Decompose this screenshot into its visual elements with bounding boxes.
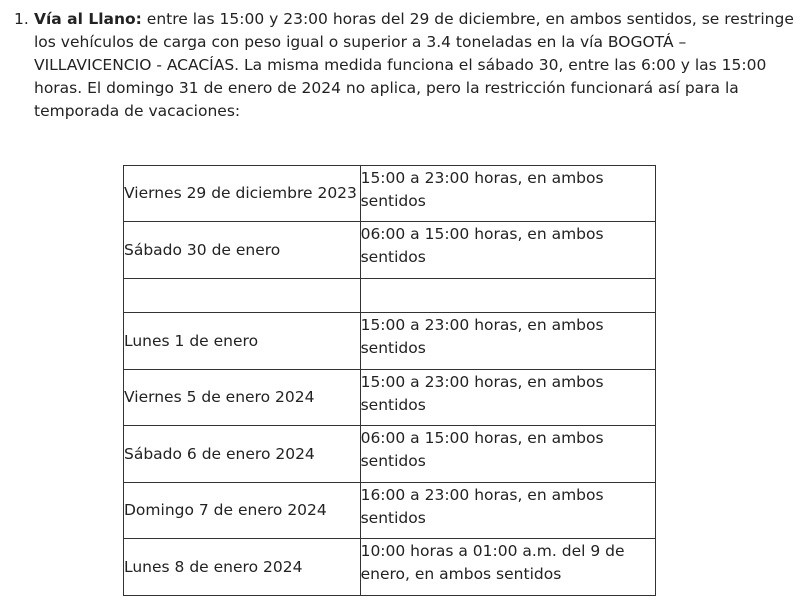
hours-cell (360, 370, 655, 426)
table-row (124, 539, 656, 596)
table-row (124, 426, 656, 483)
item-paragraph (34, 8, 794, 123)
hours-line-2: sentidos (360, 509, 426, 527)
hours-line-2: sentidos (360, 339, 426, 357)
table-row-empty (124, 279, 656, 313)
table-row (124, 313, 656, 370)
hours-cell (360, 426, 655, 483)
paragraph-line-2: los vehículos de carga con peso igual o superior a 3.4 toneladas en la vía BOGOTÁ – (34, 33, 687, 51)
paragraph-line-5: temporada de vacaciones: (34, 102, 241, 120)
day-cell: Domingo 7 de enero 2024 (124, 483, 361, 539)
day-cell: Sábado 6 de enero 2024 (124, 426, 361, 483)
hours-line-1: 06:00 a 15:00 horas, en ambos (360, 429, 604, 447)
hours-line-2: sentidos (360, 192, 426, 210)
day-cell (124, 279, 361, 313)
day-cell: Viernes 5 de enero 2024 (124, 370, 361, 426)
table-row (124, 222, 656, 279)
hours-cell (360, 279, 655, 313)
paragraph-line-1 (34, 8, 794, 31)
list-item-via-al-llano (14, 8, 794, 123)
hours-line-1: 15:00 a 23:00 horas, en ambos (360, 169, 604, 187)
day-cell: Sábado 30 de enero (124, 222, 361, 279)
hours-line-2: enero, en ambos sentidos (360, 565, 562, 583)
hours-line-1: 06:00 a 15:00 horas, en ambos (360, 225, 604, 243)
paragraph-line-4: horas. El domingo 31 de enero de 2024 no aplica, pero la restricción funcionará así para la (34, 79, 739, 97)
day-cell: Lunes 1 de enero (124, 313, 361, 370)
hours-cell (360, 222, 655, 279)
table-row (124, 370, 656, 426)
day-cell: Lunes 8 de enero 2024 (124, 539, 361, 596)
hours-cell (360, 166, 655, 222)
hours-line-1: 10:00 horas a 01:00 a.m. del 9 de (360, 542, 625, 560)
schedule-table (123, 165, 656, 596)
list-item-number: 1. (14, 10, 29, 28)
paragraph-line-1-text: entre las 15:00 y 23:00 horas del 29 de diciembre, en ambos sentidos, se restringe (141, 10, 794, 28)
table-row (124, 166, 656, 222)
hours-line-1: 16:00 a 23:00 horas, en ambos (360, 486, 604, 504)
day-cell: Viernes 29 de diciembre 2023 (124, 166, 361, 222)
hours-cell (360, 483, 655, 539)
paragraph-line-3: VILLAVICENCIO - ACACÍAS. La misma medida funciona el sábado 30, entre las 6:00 y las 15:00 (34, 56, 767, 74)
hours-cell (360, 313, 655, 370)
hours-line-2: sentidos (360, 248, 426, 266)
hours-line-1: 15:00 a 23:00 horas, en ambos (360, 316, 604, 334)
hours-line-2: sentidos (360, 396, 426, 414)
hours-line-1: 15:00 a 23:00 horas, en ambos (360, 373, 604, 391)
hours-cell (360, 539, 655, 596)
table-row (124, 483, 656, 539)
item-title: Vía al Llano: (34, 10, 142, 28)
hours-line-2: sentidos (360, 452, 426, 470)
